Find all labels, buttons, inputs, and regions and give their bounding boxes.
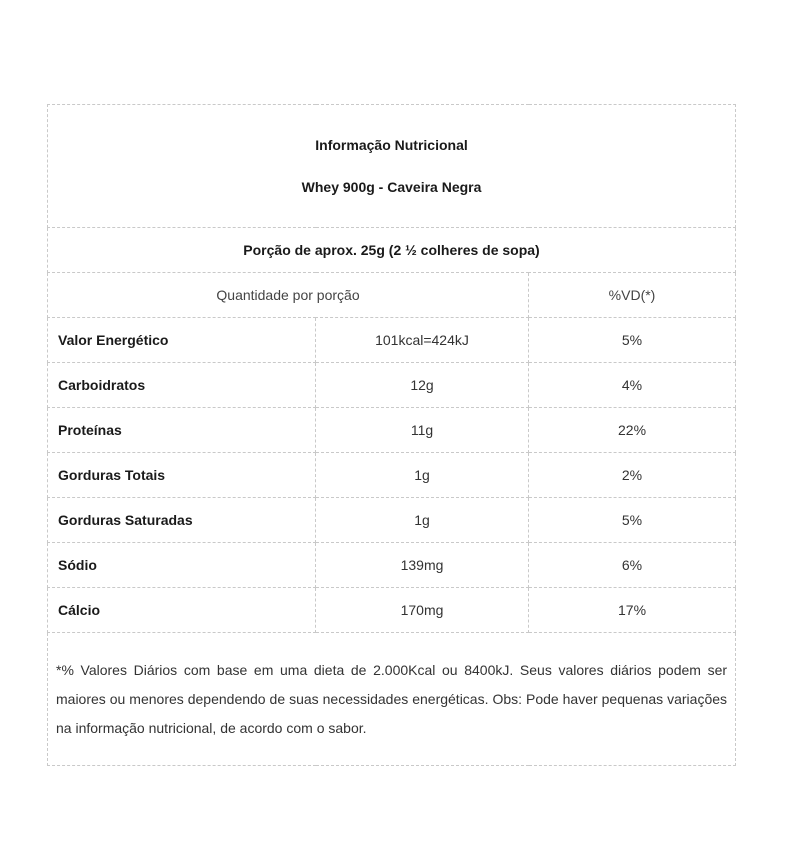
nutrient-daily-value: 2% [529, 453, 736, 498]
nutrient-name: Gorduras Saturadas [48, 498, 316, 543]
nutrient-quantity: 12g [316, 363, 529, 408]
nutrient-name: Carboidratos [48, 363, 316, 408]
portion-row [48, 228, 736, 273]
table-row [48, 363, 736, 408]
product-name: Whey 900g - Caveira Negra [301, 179, 482, 195]
nutrient-quantity: 11g [316, 408, 529, 453]
nutrient-daily-value: 6% [529, 543, 736, 588]
daily-value-header: %VD(*) [529, 273, 736, 318]
table-row [48, 453, 736, 498]
table-row [48, 498, 736, 543]
table-row [48, 408, 736, 453]
nutrient-quantity: 139mg [316, 543, 529, 588]
nutrient-name: Gorduras Totais [48, 453, 316, 498]
nutrient-quantity: 170mg [316, 588, 529, 633]
nutrient-name: Valor Energético [48, 318, 316, 363]
table-row [48, 588, 736, 633]
table-row [48, 543, 736, 588]
nutrient-daily-value: 4% [529, 363, 736, 408]
footnote-row [48, 633, 736, 766]
footnote: *% Valores Diários com base em uma dieta de 2.000Kcal ou 8400kJ. Seus valores diários podem ser maiores ou menores dependendo de suas necessidades energéticas. Obs: Pode haver pequenas variações na informação nutricional, de acordo com o sabor. [48, 633, 736, 766]
quantity-header: Quantidade por porção [48, 273, 529, 318]
nutrition-facts-table [47, 104, 736, 766]
nutrient-daily-value: 5% [529, 498, 736, 543]
title-cell [48, 105, 736, 228]
header-row [48, 273, 736, 318]
nutrient-name: Sódio [48, 543, 316, 588]
title-row [48, 105, 736, 228]
table-row [48, 318, 736, 363]
nutrient-quantity: 1g [316, 498, 529, 543]
nutrient-daily-value: 22% [529, 408, 736, 453]
nutrient-quantity: 1g [316, 453, 529, 498]
portion-size: Porção de aprox. 25g (2 ½ colheres de sopa) [48, 228, 736, 273]
nutrient-daily-value: 5% [529, 318, 736, 363]
nutrient-name: Proteínas [48, 408, 316, 453]
table-title: Informação Nutricional [315, 137, 468, 153]
nutrient-quantity: 101kcal=424kJ [316, 318, 529, 363]
nutrient-name: Cálcio [48, 588, 316, 633]
nutrient-daily-value: 17% [529, 588, 736, 633]
